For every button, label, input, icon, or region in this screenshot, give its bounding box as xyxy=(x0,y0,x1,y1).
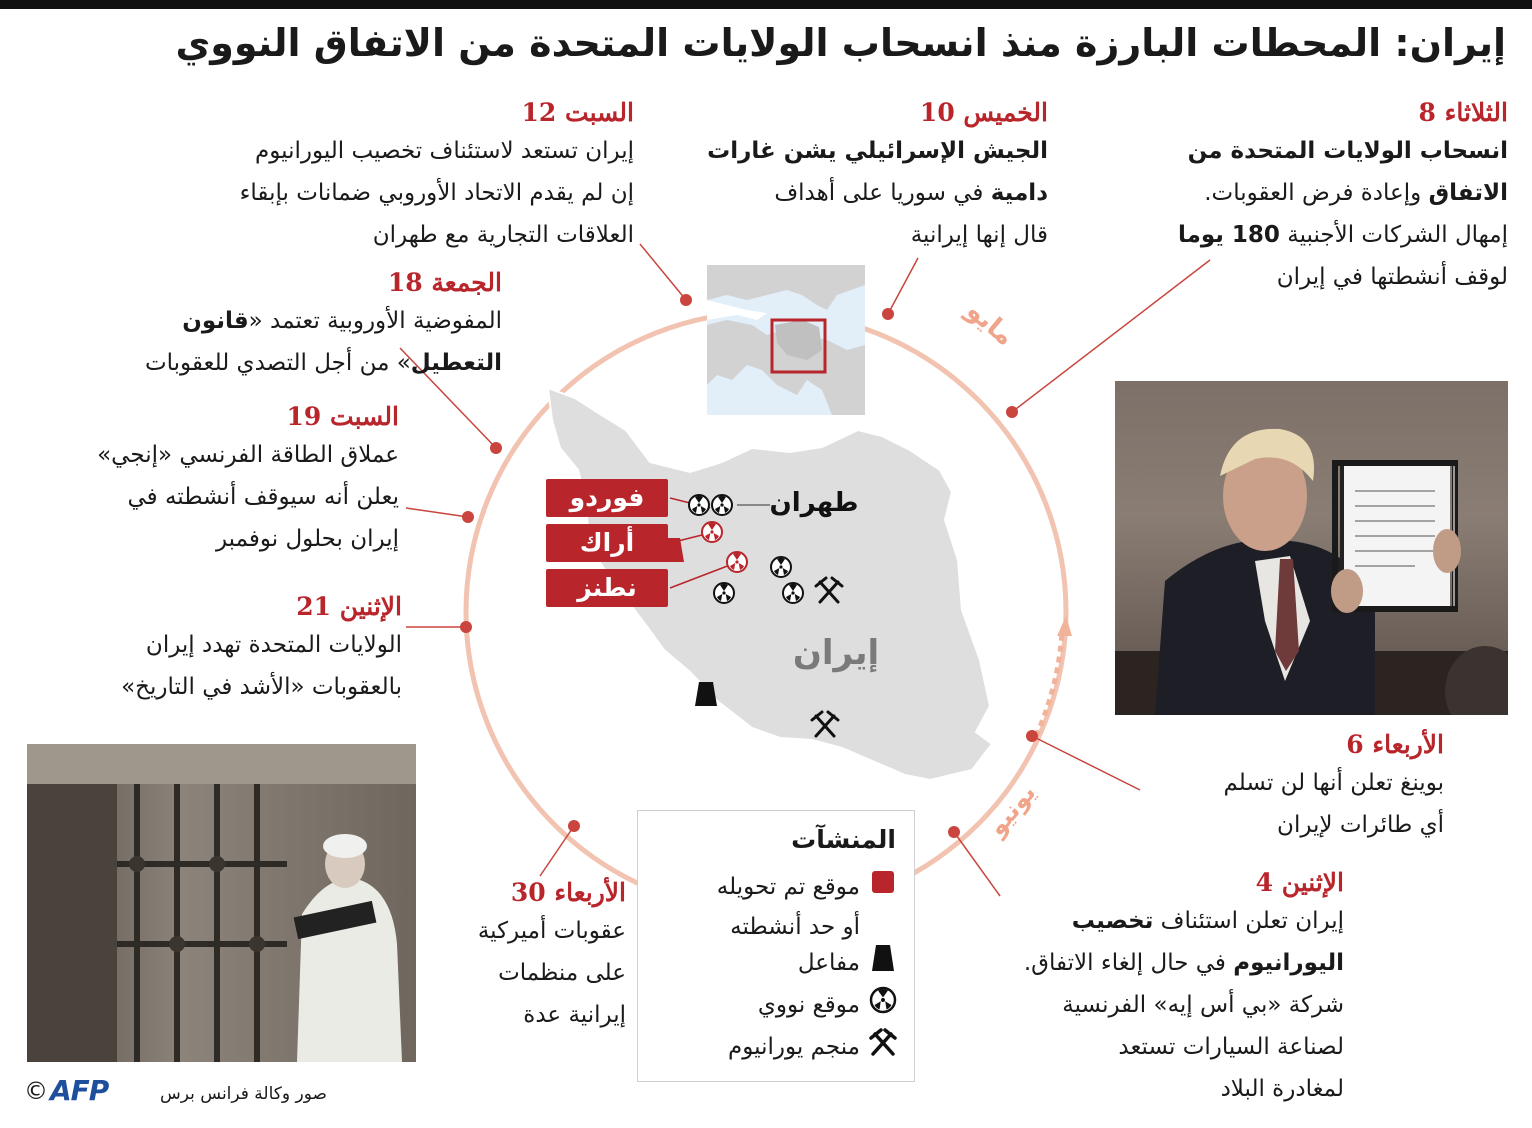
leader-jun4 xyxy=(954,832,1000,896)
dot-may30 xyxy=(568,820,580,832)
dot-may18 xyxy=(490,442,502,454)
event-jun4 xyxy=(1024,866,1344,1110)
legend-label: موقع نووي xyxy=(757,992,860,1018)
radiation-icon xyxy=(714,583,734,603)
map-label-tehran: طهران xyxy=(769,488,859,518)
event-date: الإثنين 4 xyxy=(1255,868,1344,897)
event-date: الثلاثاء 8 xyxy=(1418,98,1508,127)
event-text: وإعادة فرض العقوبات. xyxy=(1204,180,1429,206)
event-text: الولايات المتحدة تهدد إيران xyxy=(145,632,402,658)
event-date: الأربعاء 6 xyxy=(1346,730,1444,759)
event-date: السبت 12 xyxy=(521,98,634,127)
event-text: المفوضية الأوروبية تعتمد « xyxy=(248,308,502,334)
site-label-fordo: فوردو xyxy=(546,479,668,517)
photo-trump-signing xyxy=(1115,381,1508,715)
dot-may10 xyxy=(882,308,894,320)
mine-icon xyxy=(868,1027,898,1057)
event-text: إيران تعلن استئناف xyxy=(1153,908,1344,934)
dot-may21 xyxy=(460,621,472,633)
event-text: إيرانية عدة xyxy=(523,1002,626,1028)
copyright-symbol: © xyxy=(24,1077,48,1105)
event-text: لمغادرة البلاد xyxy=(1220,1076,1344,1102)
afp-logo: AFP xyxy=(50,1074,109,1107)
event-text: لصناعة السيارات تستعد xyxy=(1118,1034,1344,1060)
event-date: الجمعة 18 xyxy=(387,268,502,297)
radiation-icon-natanz xyxy=(727,552,747,572)
legend-label: أو حد أنشطته xyxy=(730,914,860,940)
month-june: يونيو xyxy=(982,778,1042,842)
event-text: انسحاب الولايات المتحدة من xyxy=(1187,138,1508,164)
legend-label: مفاعل xyxy=(797,950,860,976)
legend-title: المنشآت xyxy=(791,825,896,854)
event-date: السبت 19 xyxy=(286,402,399,431)
event-text: في حال إلغاء الاتفاق. xyxy=(1023,950,1234,976)
event-may30 xyxy=(478,876,626,1036)
legend-label: منجم يورانيوم xyxy=(728,1034,860,1060)
dot-may8 xyxy=(1006,406,1018,418)
event-text: بالعقوبات «الأشد في التاريخ» xyxy=(121,674,402,700)
event-text: تخصيب xyxy=(1071,908,1154,934)
radiation-icon xyxy=(689,495,709,515)
event-text: 180 يوما xyxy=(1177,222,1280,248)
radiation-icon xyxy=(712,495,732,515)
event-may19 xyxy=(97,400,399,560)
dot-may12 xyxy=(680,294,692,306)
event-may8 xyxy=(1178,96,1508,298)
event-text: قال إنها إيرانية xyxy=(910,222,1048,248)
leader-may30 xyxy=(540,826,574,876)
event-text: إن لم يقدم الاتحاد الأوروبي ضمانات بإبقاء xyxy=(239,180,634,206)
radiation-icon xyxy=(771,557,791,577)
event-text: في سوريا على أهداف xyxy=(774,180,991,206)
legend-item-reactor xyxy=(798,943,898,983)
radiation-icon-fordo xyxy=(702,522,722,542)
event-may12 xyxy=(240,96,634,256)
event-text: اليورانيوم xyxy=(1233,950,1344,976)
event-text: الاتفاق xyxy=(1428,180,1508,206)
event-jun6 xyxy=(1224,728,1445,846)
event-date: الخميس 10 xyxy=(919,98,1048,127)
site-label-natanz: نطنز xyxy=(546,569,668,607)
event-text: التعطيل xyxy=(410,350,502,376)
event-may18 xyxy=(145,266,502,384)
event-text: لوقف أنشطتها في إيران xyxy=(1276,264,1508,290)
event-may21 xyxy=(121,590,402,708)
legend xyxy=(637,810,915,1082)
event-date: الإثنين 21 xyxy=(296,592,402,621)
dot-jun6 xyxy=(1026,730,1038,742)
event-text: إمهال الشركات الأجنبية xyxy=(1279,222,1508,248)
locator-map xyxy=(707,265,865,415)
event-date: الأربعاء 30 xyxy=(510,878,626,907)
legend-label: موقع تم تحويله xyxy=(716,874,860,900)
map-label-iran: إيران xyxy=(792,633,880,673)
leader-may19 xyxy=(406,508,468,517)
event-text: يعلن أنه سيوقف أنشطته في xyxy=(127,484,399,510)
radiation-icon xyxy=(783,583,803,603)
site-label-arak: أراك xyxy=(546,524,668,562)
dot-jun4 xyxy=(948,826,960,838)
photo-credit: صور وكالة فرانس برس xyxy=(160,1084,327,1104)
event-text: عملاق الطاقة الفرنسي «إنجي» xyxy=(97,442,399,468)
leader-may10 xyxy=(888,258,918,314)
photo-nuclear-facility xyxy=(27,744,416,1062)
legend-item-nuclear xyxy=(758,985,898,1025)
event-text: قانون xyxy=(182,308,249,334)
converted-site-square-icon xyxy=(868,867,898,897)
event-text: » من أجل التصدي للعقوبات xyxy=(144,350,411,376)
event-text: الجيش الإسرائيلي يشن غارات xyxy=(707,138,1048,164)
legend-item-mine xyxy=(728,1027,898,1067)
event-text: على منظمات xyxy=(498,960,626,986)
event-text: بوينغ تعلن أنها لن تسلم xyxy=(1223,770,1444,796)
event-text: العلاقات التجارية مع طهران xyxy=(372,222,634,248)
event-may10 xyxy=(707,96,1048,256)
dot-may19 xyxy=(462,511,474,523)
event-text: عقوبات أميركية xyxy=(477,918,626,944)
event-text: أي طائرات لإيران xyxy=(1277,812,1444,838)
legend-item-converted xyxy=(717,867,898,947)
leader-jun6 xyxy=(1032,736,1140,790)
event-text: دامية xyxy=(990,180,1048,206)
event-text: إيران تستعد لاستئناف تخصيب اليورانيوم xyxy=(255,138,634,164)
radiation-icon xyxy=(868,985,898,1015)
event-text: إيران بحلول نوفمبر xyxy=(215,526,399,552)
page-title: إيران: المحطات البارزة منذ انسحاب الولايات المتحدة من الاتفاق النووي xyxy=(175,21,1506,65)
month-may: مايو xyxy=(960,295,1020,353)
leader-may12 xyxy=(640,244,686,300)
event-text: شركة «بي أس إيه» الفرنسية xyxy=(1062,992,1344,1018)
reactor-icon xyxy=(868,943,898,973)
